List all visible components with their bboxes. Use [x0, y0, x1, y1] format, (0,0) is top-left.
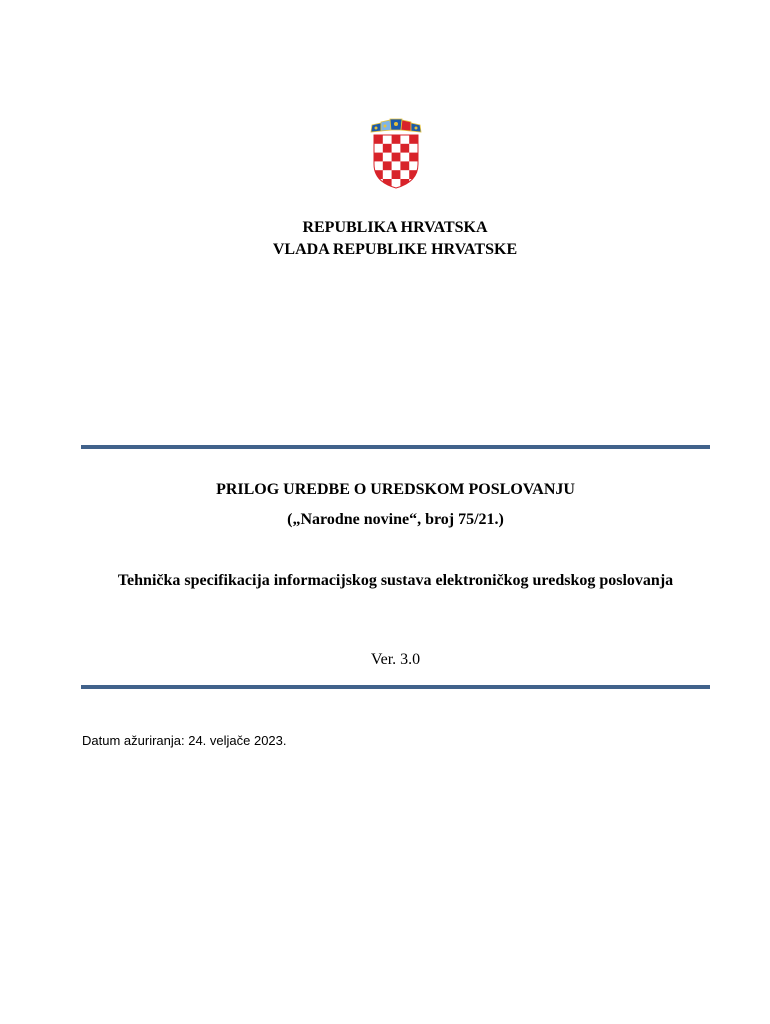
document-title: PRILOG UREDBE O UREDSKOM POSLOVANJU	[216, 481, 575, 498]
document-reference: („Narodne novine“, broj 75/21.)	[287, 511, 504, 528]
top-divider	[81, 445, 710, 449]
document-subtitle: Tehnička specifikacija informacijskog sustava elektroničkog uredskog poslovanja	[117, 572, 674, 589]
bottom-divider	[81, 685, 710, 689]
document-version: Ver. 3.0	[370, 651, 421, 668]
crown-icon	[371, 119, 421, 132]
checkered-shield-icon	[374, 135, 418, 189]
update-date: Datum ažuriranja: 24. veljače 2023.	[82, 733, 287, 748]
government-name: VLADA REPUBLIKE HRVATSKE	[272, 241, 518, 258]
croatian-coat-of-arms-icon	[368, 118, 424, 190]
country-name: REPUBLIKA HRVATSKA	[302, 219, 488, 236]
